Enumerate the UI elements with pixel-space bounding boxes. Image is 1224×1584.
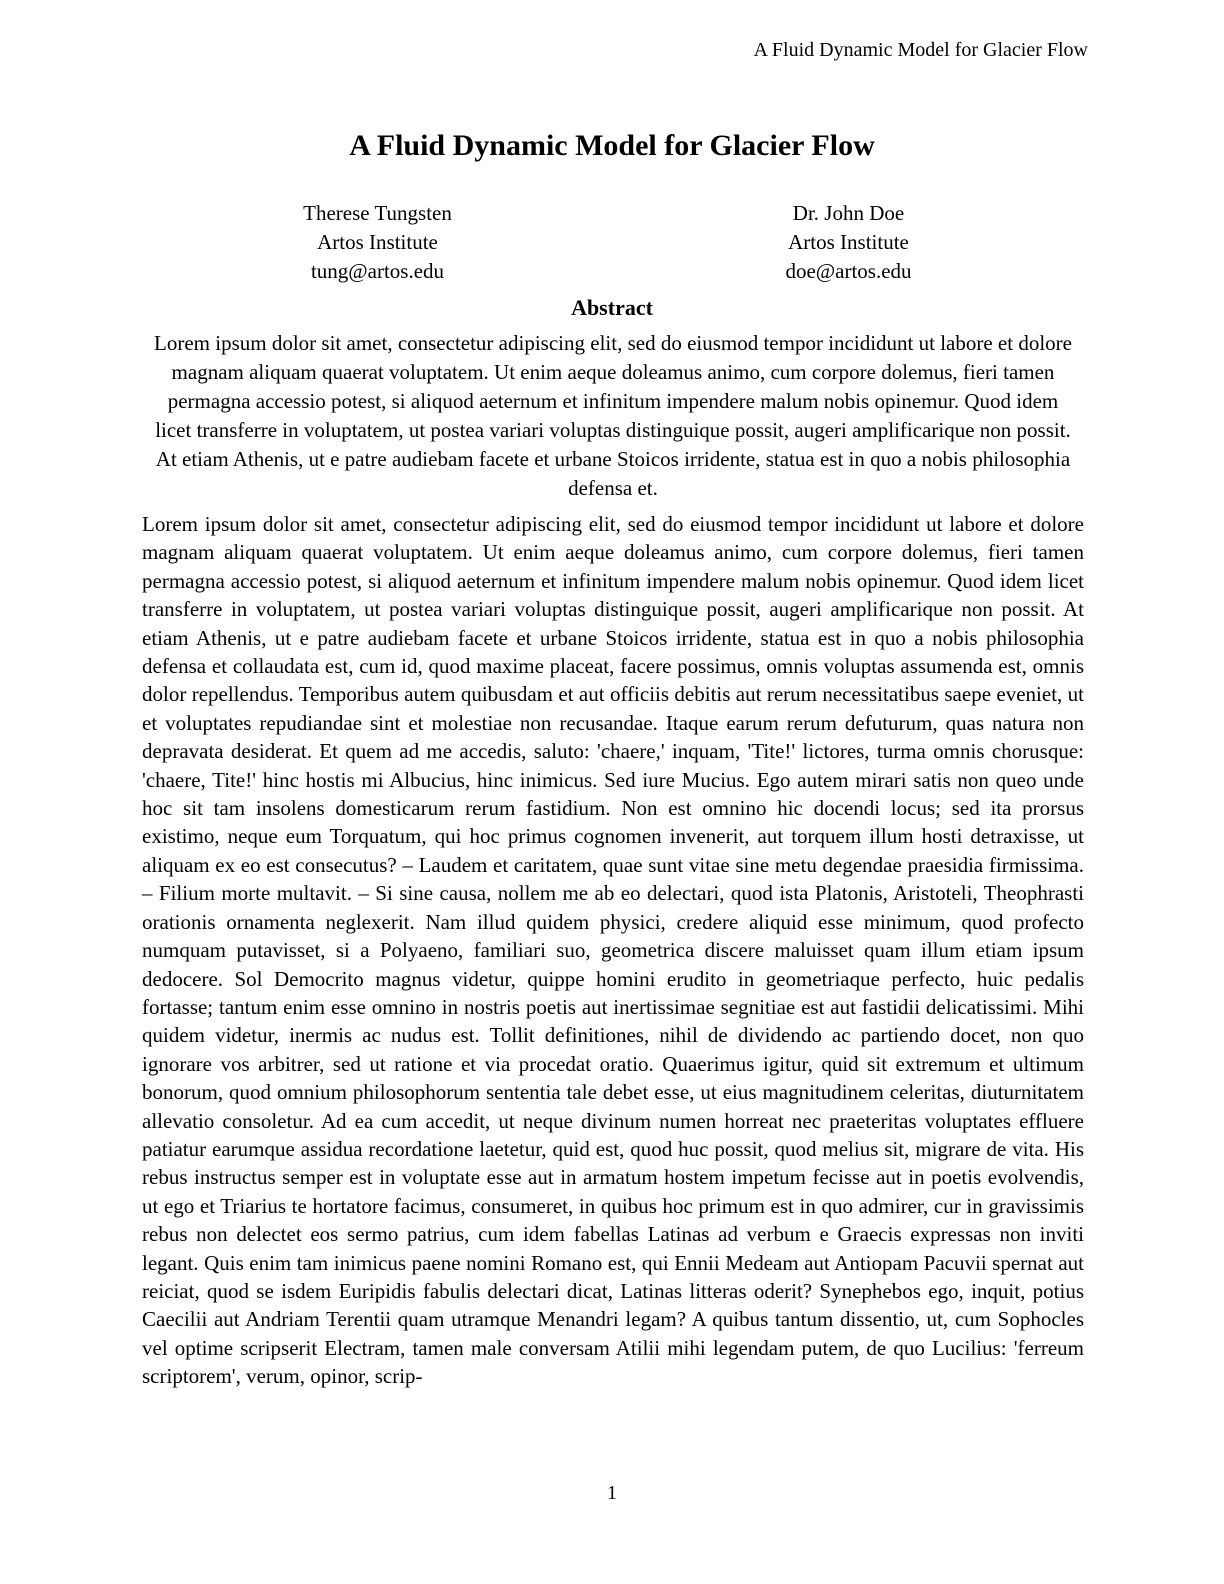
author-name: Therese Tungsten xyxy=(303,201,452,225)
running-header: A Fluid Dynamic Model for Glacier Flow xyxy=(753,39,1088,61)
author-block xyxy=(142,199,1084,286)
author-column-2 xyxy=(613,199,1084,286)
abstract-heading: Abstract xyxy=(571,295,653,320)
author-email: doe@artos.edu xyxy=(785,259,912,283)
paper-title: A Fluid Dynamic Model for Glacier Flow xyxy=(349,129,875,162)
author-affiliation: Artos Institute xyxy=(317,230,438,254)
body-paragraph: Lorem ipsum dolor sit amet, consectetur adipiscing elit, sed do eiusmod tempor incididunt ut labore et dolore magnam aliquam quaerat voluptatem. Ut enim aeque doleamus animo, cum corpore dolemus, fieri tamen permagna accessio potest, si aliquod aeternum et infinitum impendere malum nobis opinemur. Quod idem licet transferre in voluptatem, ut postea variari voluptas distinguique possit, augeri amplificarique non possit. At etiam Athenis, ut e patre audiebam facete et urbane Stoicos irridente, statua est in quo a nobis philosophia defensa et collaudata est, cum id, quod maxime placeat, facere possimus, omnis voluptas assumenda est, omnis dolor repellendus. Temporibus autem quibusdam et aut officiis debitis aut rerum necessitatibus saepe eveniet, ut et voluptates repudiandae sint et molestiae non recusandae. Itaque earum rerum defuturum, quas natura non depravata desiderat. Et quem ad me accedis, saluto: 'chaere,' inquam, 'Tite!' lictores, turma omnis chorusque: 'chaere, Tite!' hinc hostis mi Albucius, hinc inimicus. Sed iure Mucius. Ego autem mirari satis non queo unde hoc sit tam insolens domesticarum rerum fastidium. Non est omnino hic docendi locus; sed ita prorsus existimo, neque eum Torquatum, qui hoc primus cognomen invenerit, aut torquem illum hosti detraxisse, ut aliquam ex eo est consecutus? – Laudem et caritatem, quae sunt vitae sine metu degendae praesidia firmissima. – Filium morte multavit. – Si sine causa, nollem me ab eo delectari, quod ista Platonis, Aristoteli, Theophrasti orationis ornamenta neglexerit. Nam illud quidem physici, credere aliquid esse minimum, quod profecto numquam putavisset, si a Polyaeno, familiari suo, geometrica discere maluisset quam illum etiam ipsum dedocere. Sol Democrito magnus videtur, quippe homini erudito in geometriaque perfecto, huic pedalis fortasse; tantum enim esse omnino in nostris poetis aut inertissimae segnitiae est aut fastidii delicatissimi. Mihi quidem videtur, inermis ac nudus est. Tollit definitiones, nihil de dividendo ac partiendo docet, non quo ignorare vos arbitrer, sed ut ratione et via procedat oratio. Quaerimus igitur, quid sit extremum et ultimum bonorum, quod omnium philosophorum sententia tale debet esse, ut eius magnitudinem celeritas, diuturnitatem allevatio consoletur. Ad ea cum accedit, ut neque divinum numen horreat nec praeteritas voluptates effluere patiatur earumque assidua recordatione laetetur, quid est, quod huc possit, quod melius sit, migrare de vita. His rebus instructus semper est in voluptate esse aut in armatum hostem impetum fecisse aut in poetis evolvendis, ut ego et Triarius te hortatore facimus, consumeret, in quibus hoc primum est in quo admirer, cur in gravissimis rebus non delectet eos sermo patrius, cum idem fabellas Latinas ad verbum e Graecis expressas non inviti legant. Quis enim tam inimicus paene nomini Romano est, qui Ennii Medeam aut Antiopam Pacuvii spernat aut reiciat, quod se isdem Euripidis fabulis delectari dicat, Latinas litteras oderit? Synephebos ego, inquit, potius Caecilii aut Andriam Terentii quam utramque Menandri legam? A quibus tantum dissentio, ut, cum Sophocles vel optime scripserit Electram, tamen male conversam Atilii mihi legendam putem, de quo Lucilius: 'ferreum scriptorem', verum, opinor, scrip- xyxy=(142,512,1084,1389)
author-column-1 xyxy=(142,199,613,286)
author-name: Dr. John Doe xyxy=(792,201,905,225)
abstract-text: Lorem ipsum dolor sit amet, consectetur adipiscing elit, sed do eiusmod tempor incididunt ut labore et dolore magnam aliquam quaerat voluptatem. Ut enim aeque doleamus animo, cum corpore dolemus, fieri tamen permagna accessio potest, si aliquod aeternum et infinitum impendere malum nobis opinemur. Quod idem licet transferre in voluptatem, ut postea variari voluptas distinguique possit, augeri amplificarique non possit. At etiam Athenis, ut e patre audiebam facete et urbane Stoicos irridente, statua est in quo a nobis philosophia defensa et. xyxy=(154,331,1072,500)
author-affiliation: Artos Institute xyxy=(788,230,909,254)
author-email: tung@artos.edu xyxy=(310,259,445,283)
page-number: 1 xyxy=(607,1482,617,1504)
